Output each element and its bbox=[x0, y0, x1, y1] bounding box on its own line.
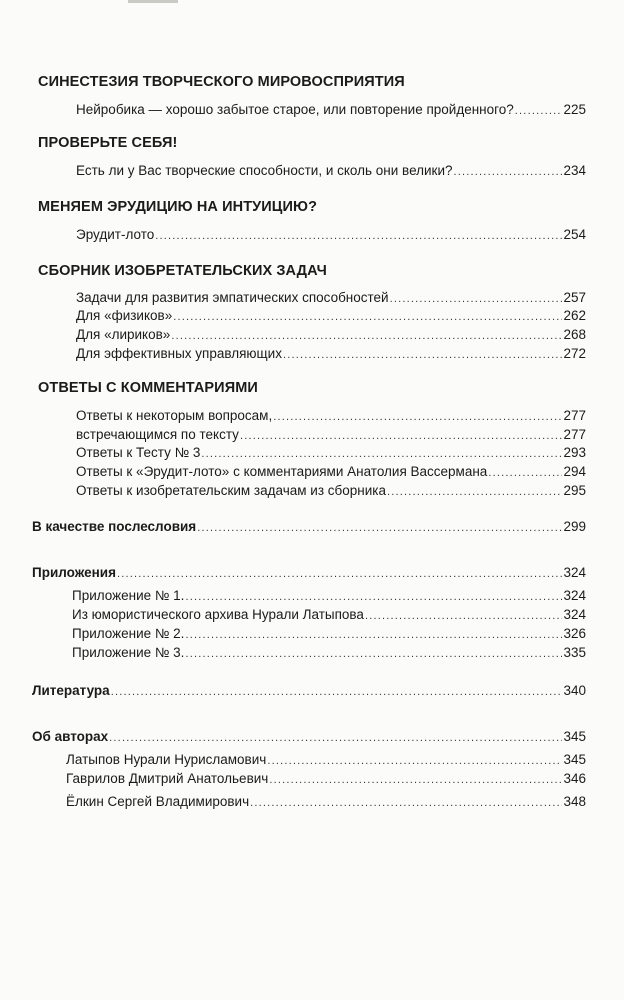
toc-entry[interactable] bbox=[76, 162, 586, 181]
leader-dots bbox=[250, 794, 562, 812]
toc-chapter-page: 345 bbox=[563, 729, 586, 744]
leader-dots bbox=[390, 290, 563, 308]
toc-entry-page: 345 bbox=[563, 752, 586, 767]
toc-entry-page: 257 bbox=[563, 290, 586, 305]
toc-entry-title: Ответы к некоторым вопросам, bbox=[76, 408, 273, 423]
toc-entry-title: Приложение № 2. bbox=[72, 626, 185, 641]
toc-entry-title: Гаврилов Дмитрий Анатольевич bbox=[66, 771, 269, 786]
toc-entry[interactable] bbox=[66, 770, 586, 789]
toc-entry-page: 324 bbox=[563, 588, 586, 603]
toc-chapter-title: В качестве послесловия bbox=[32, 519, 197, 534]
section-heading-erudition: МЕНЯЕМ ЭРУДИЦИЮ НА ИНТУИЦИЮ? bbox=[38, 199, 318, 215]
toc-entry-page: 277 bbox=[563, 408, 586, 423]
section-heading-tasks: СБОРНИК ИЗОБРЕТАТЕЛЬСКИХ ЗАДАЧ bbox=[38, 263, 327, 279]
top-edge-mark bbox=[128, 0, 178, 3]
toc-entry-title: Для «физиков» bbox=[76, 308, 173, 323]
toc-entry-title: Из юмористического архива Нурали Латыпова bbox=[72, 607, 364, 622]
leader-dots bbox=[111, 683, 563, 701]
toc-entry[interactable] bbox=[76, 226, 586, 245]
toc-entry-title: встречающимся по тексту bbox=[76, 427, 239, 442]
toc-entry-title: Для эффективных управляющих bbox=[76, 346, 282, 361]
toc-entry[interactable] bbox=[76, 426, 586, 445]
toc-chapter-page: 299 bbox=[563, 519, 586, 534]
toc-entry[interactable] bbox=[76, 307, 586, 326]
toc-entry-title: Нейробика — хорошо забытое старое, или повторение пройденного? bbox=[76, 102, 514, 117]
toc-entry-title: Приложение № 1. bbox=[72, 588, 185, 603]
section-heading-answers: ОТВЕТЫ С КОММЕНТАРИЯМИ bbox=[38, 380, 258, 396]
toc-entry-title: Эрудит-лото bbox=[76, 227, 155, 242]
toc-entry[interactable] bbox=[76, 444, 586, 463]
leader-dots bbox=[240, 427, 563, 445]
toc-entry[interactable] bbox=[76, 482, 586, 501]
leader-dots bbox=[267, 752, 562, 770]
leader-dots bbox=[155, 227, 562, 245]
toc-entry[interactable] bbox=[76, 101, 586, 120]
toc-entry[interactable] bbox=[72, 587, 586, 606]
toc-entry-page: 254 bbox=[563, 227, 586, 242]
toc-entry-title: Для «лириков» bbox=[76, 327, 171, 342]
toc-chapter-authors[interactable] bbox=[32, 728, 586, 747]
toc-entry-title: Задачи для развития эмпатических способностей bbox=[76, 290, 389, 305]
toc-entry[interactable] bbox=[72, 606, 586, 625]
toc-entry-page: 294 bbox=[563, 464, 586, 479]
leader-dots bbox=[387, 483, 563, 501]
leader-dots bbox=[171, 327, 562, 345]
toc-entry[interactable] bbox=[76, 289, 586, 308]
leader-dots bbox=[117, 565, 563, 583]
toc-entry-page: 326 bbox=[563, 626, 586, 641]
leader-dots bbox=[269, 771, 562, 789]
toc-entry-page: 277 bbox=[563, 427, 586, 442]
toc-entry-title: Есть ли у Вас творческие способности, и сколь они велики? bbox=[76, 163, 453, 178]
toc-entry-page: 348 bbox=[563, 794, 586, 809]
leader-dots bbox=[185, 645, 562, 663]
toc-entry-page: 346 bbox=[563, 771, 586, 786]
toc-entry-title: Ёлкин Сергей Владимирович bbox=[66, 794, 250, 809]
toc-entry-page: 272 bbox=[563, 346, 586, 361]
toc-entry-title: Ответы к «Эрудит-лото» с комментариями Анатолия Вассермана bbox=[76, 464, 488, 479]
section-heading-synesthesia: СИНЕСТЕЗИЯ ТВОРЧЕСКОГО МИРОВОСПРИЯТИЯ bbox=[38, 74, 405, 90]
leader-dots bbox=[185, 588, 562, 606]
toc-entry-page: 293 bbox=[563, 445, 586, 460]
toc-chapter-title: Приложения bbox=[32, 565, 116, 580]
leader-dots bbox=[109, 729, 562, 747]
toc-entry-page: 268 bbox=[563, 327, 586, 342]
toc-chapter-literature[interactable] bbox=[32, 682, 586, 701]
toc-chapter-title: Литература bbox=[32, 683, 110, 698]
toc-entry[interactable] bbox=[76, 326, 586, 345]
toc-entry-page: 225 bbox=[563, 102, 586, 117]
leader-dots bbox=[454, 163, 563, 181]
leader-dots bbox=[201, 445, 562, 463]
toc-entry-title: Приложение № 3. bbox=[72, 645, 185, 660]
toc-entry-page: 335 bbox=[563, 645, 586, 660]
leader-dots bbox=[197, 519, 562, 537]
toc-entry-title: Ответы к Тесту № 3 bbox=[76, 445, 201, 460]
section-heading-check-yourself: ПРОВЕРЬТЕ СЕБЯ! bbox=[38, 135, 178, 151]
leader-dots bbox=[283, 346, 563, 364]
toc-entry-page: 234 bbox=[563, 163, 586, 178]
toc-entry-page: 295 bbox=[563, 483, 586, 498]
toc-chapter-page: 340 bbox=[563, 683, 586, 698]
leader-dots bbox=[173, 308, 562, 326]
leader-dots bbox=[488, 464, 562, 482]
toc-chapter-appendices[interactable] bbox=[32, 564, 586, 583]
leader-dots bbox=[515, 102, 563, 120]
toc-entry[interactable] bbox=[66, 751, 586, 770]
leader-dots bbox=[185, 626, 562, 644]
toc-chapter-title: Об авторах bbox=[32, 729, 109, 744]
toc-entry-page: 262 bbox=[563, 308, 586, 323]
toc-entry[interactable] bbox=[76, 345, 586, 364]
leader-dots bbox=[273, 408, 562, 426]
toc-chapter-afterword[interactable] bbox=[32, 518, 586, 537]
toc-entry-page: 324 bbox=[563, 607, 586, 622]
toc-entry[interactable] bbox=[66, 793, 586, 812]
toc-entry[interactable] bbox=[76, 407, 586, 426]
toc-chapter-page: 324 bbox=[563, 565, 586, 580]
toc-entry[interactable] bbox=[76, 463, 586, 482]
toc-entry[interactable] bbox=[72, 644, 586, 663]
toc-entry-title: Ответы к изобретательским задачам из сборника bbox=[76, 483, 386, 498]
leader-dots bbox=[365, 607, 563, 625]
toc-entry[interactable] bbox=[72, 625, 586, 644]
toc-entry-title: Латыпов Нурали Нурисламович bbox=[66, 752, 267, 767]
